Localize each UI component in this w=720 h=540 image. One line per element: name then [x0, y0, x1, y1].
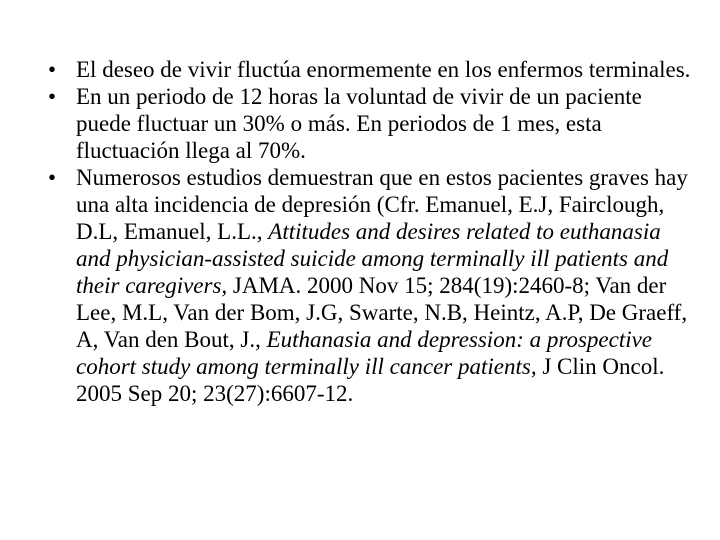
citation-title-1: Attitudes and desires related to euthanasia and physician-assisted suicide among terminally ill patients and their caregivers,	[76, 219, 669, 298]
bullet-list	[40, 56, 700, 407]
bullet-icon: •	[48, 84, 57, 109]
bullet-item-2	[40, 83, 700, 164]
bullet-icon: •	[48, 165, 57, 190]
bullet-text: En un periodo de 12 horas la voluntad de vivir de un paciente puede fluctuar un 30% o más. En periodos de 1 mes, esta fluctuación llega al 70%.	[76, 84, 642, 163]
bullet-text: El deseo de vivir fluctúa enormemente en los enfermos terminales.	[76, 57, 691, 82]
bullet-item-1	[40, 56, 700, 83]
bullet-text-intro: Numerosos estudios demuestran que en estos pacientes graves hay una alta incidencia de depresión (Cfr. Emanuel, E.J, Fairclough, D.L, Emanuel, L.L.,	[76, 165, 688, 244]
citation-text-1: JAMA. 2000 Nov 15; 284(19):2460-8; Van der Lee, M.L, Van der Bom, J.G, Swarte, N.B, Heintz, A.P, De Graeff, A, Van den Bout, J.,	[76, 273, 688, 352]
citation-text-2: J Clin Oncol. 2005 Sep 20; 23(27):6607-12.	[76, 354, 665, 406]
citation-title-2: Euthanasia and depression: a prospective cohort study among terminally ill cancer patients,	[76, 327, 653, 379]
bullet-item-3	[40, 164, 700, 407]
bullet-icon: •	[48, 57, 57, 82]
